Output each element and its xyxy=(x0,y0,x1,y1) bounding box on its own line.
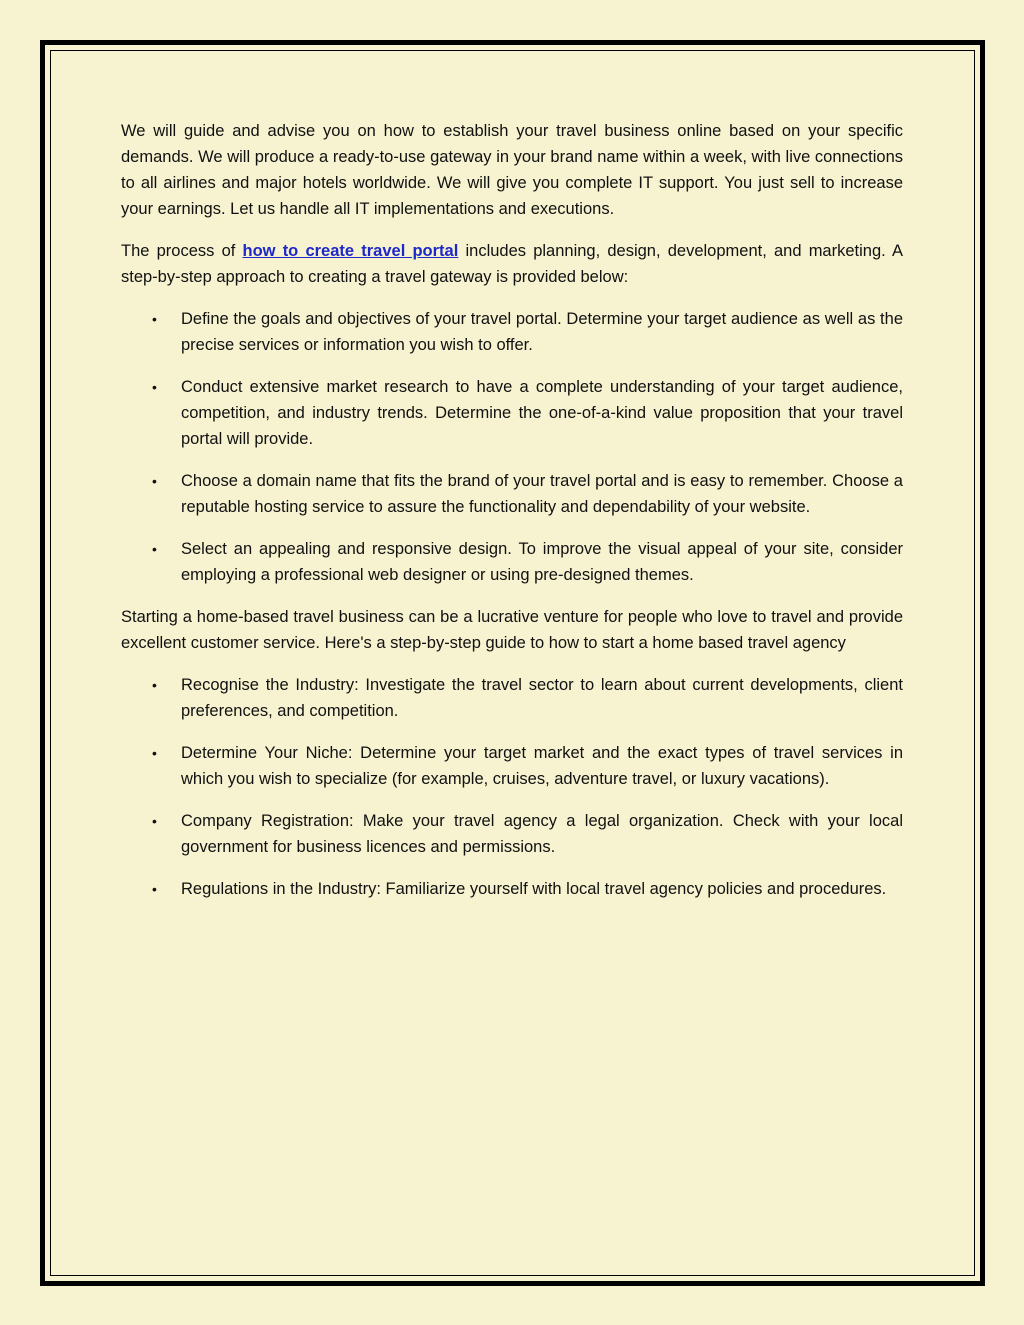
bullet-icon: • xyxy=(152,311,157,327)
list-item-text: Regulations in the Industry: Familiarize yourself with local travel agency policies and procedures. xyxy=(181,880,887,898)
list-item-text: Recognise the Industry: Investigate the travel sector to learn about current developments, client preferences, and competition. xyxy=(181,676,903,720)
bullet-icon: • xyxy=(152,677,157,693)
list-item xyxy=(121,876,903,902)
bullet-icon: • xyxy=(152,473,157,489)
process-paragraph xyxy=(121,238,903,290)
bullet-icon: • xyxy=(152,541,157,557)
list-item xyxy=(121,672,903,724)
list-item-text: Conduct extensive market research to have a complete understanding of your target audience, competition, and industry trends. Determine the one-of-a-kind value proposition that your travel portal will provide. xyxy=(181,378,903,448)
document-body xyxy=(121,118,903,918)
list-item xyxy=(121,536,903,588)
process-text-before: The process of xyxy=(121,242,243,260)
bullet-icon: • xyxy=(152,745,157,761)
list-item xyxy=(121,374,903,452)
list-item xyxy=(121,808,903,860)
list-item-text: Company Registration: Make your travel agency a legal organization. Check with your local government for business licences and permissions. xyxy=(181,812,903,856)
travel-portal-link[interactable]: how to create travel portal xyxy=(242,242,459,260)
list-item xyxy=(121,306,903,358)
home-based-paragraph: Starting a home-based travel business can be a lucrative venture for people who love to travel and provide excellent customer service. Here's a step-by-step guide to how to start a home based travel agency xyxy=(121,608,903,652)
list-item-text: Select an appealing and responsive design. To improve the visual appeal of your site, consider employing a professional web designer or using pre-designed themes. xyxy=(181,540,903,584)
list-item xyxy=(121,740,903,792)
intro-paragraph: We will guide and advise you on how to establish your travel business online based on your specific demands. We will produce a ready-to-use gateway in your brand name within a week, with live connections to all airlines and major hotels worldwide. We will give you complete IT support. You just sell to increase your earnings. Let us handle all IT implementations and executions. xyxy=(121,122,903,218)
process-text-after: includes planning, design, development, and marketing. A step-by-step approach to creating a travel gateway is provided below: xyxy=(121,242,903,286)
agency-steps-list xyxy=(121,672,903,902)
bullet-icon: • xyxy=(152,379,157,395)
bullet-icon: • xyxy=(152,881,157,897)
list-item-text: Determine Your Niche: Determine your target market and the exact types of travel services in which you wish to specialize (for example, cruises, adventure travel, or luxury vacations). xyxy=(181,744,903,788)
list-item-text: Define the goals and objectives of your travel portal. Determine your target audience as well as the precise services or information you wish to offer. xyxy=(181,310,903,354)
list-item-text: Choose a domain name that fits the brand of your travel portal and is easy to remember. Choose a reputable hosting service to assure the functionality and dependability of your website. xyxy=(181,472,903,516)
list-item xyxy=(121,468,903,520)
portal-steps-list xyxy=(121,306,903,588)
bullet-icon: • xyxy=(152,813,157,829)
